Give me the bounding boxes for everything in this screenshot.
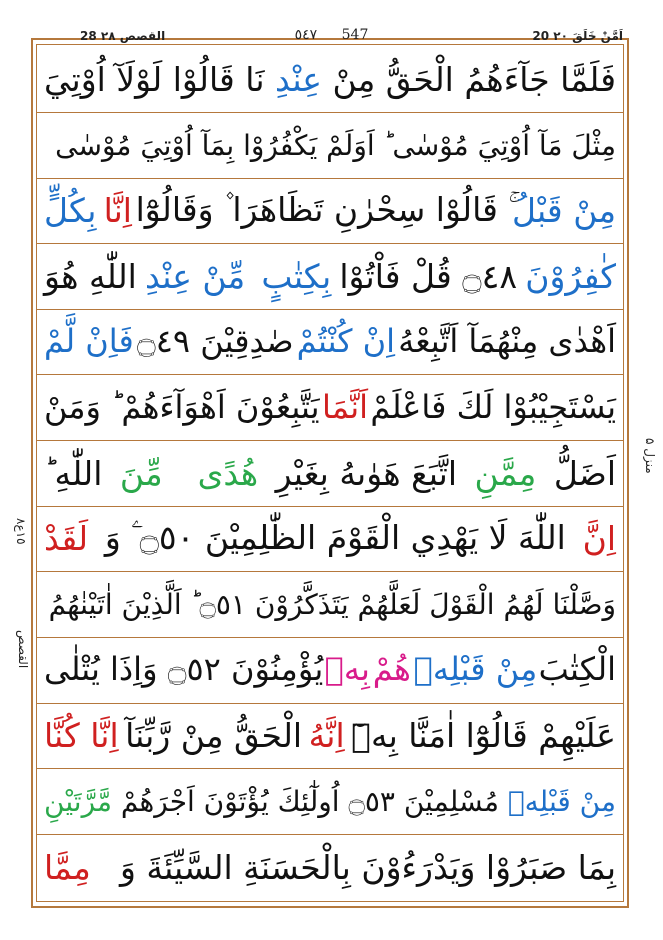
line-divider [37, 309, 623, 310]
line-divider [37, 637, 623, 638]
text-segment: صٰدِقِيْنَ ۝٤٩ [136, 322, 294, 360]
verse-line-6 [44, 378, 616, 436]
text-segment: مِمَّا [44, 847, 91, 887]
text-segment: الْكِتٰبَ [538, 650, 616, 688]
page-number [0, 27, 663, 43]
text-segment: اِنَّهُ [308, 715, 345, 755]
text-segment: فَاِنْ لَّمْ [44, 322, 134, 360]
text-segment: يَسْتَجِيْبُوْا لَكَ فَاعْلَمْ [370, 388, 616, 426]
line-divider [37, 834, 623, 835]
text-segment: عِنْدِ [275, 59, 323, 99]
verse-line-12 [44, 772, 616, 830]
text-segment: يَتَّبِعُوْنَ اَهْوَآءَهُمْ ؕ وَمَنْ [44, 388, 320, 426]
text-segment: لَقَدْ [44, 518, 89, 558]
manzil-marker: منزل ۵ [643, 438, 657, 474]
text-segment: اِنَّا [103, 190, 132, 230]
text-segment: اِنْ كُنْتُمْ [296, 322, 396, 360]
line-divider [37, 768, 623, 769]
line-divider [37, 440, 623, 441]
page-number-latin: 547 [341, 27, 369, 43]
text-segment: اَنَّمَا [321, 388, 369, 426]
line-divider [37, 243, 623, 244]
text-segment: اَضَلُّ [553, 453, 616, 493]
line-divider [37, 506, 623, 507]
text-segment: الْحَقُّ مِنْ رَّبِّنَآ [125, 715, 303, 755]
text-segment: مِّنْ عِنْدِ [144, 256, 246, 296]
page-number-arabic: ٥٤٧ [294, 27, 318, 43]
text-segment: وَصَّلْنَا لَهُمُ الْقَوْلَ لَعَلَّهُمْ يَتَذَكَّرُوْنَ ۝٥١ ؕ اَلَّذِيْنَ اٰتَيْنٰهُمُ [48, 587, 616, 621]
text-segment: مِنْ قَبْلُ [511, 190, 616, 230]
verse-line-13 [44, 838, 616, 896]
ruku-marker: ١٥ع٨ [14, 518, 28, 545]
verse-line-3 [44, 181, 616, 239]
text-segment: مِّنَ [119, 453, 163, 493]
text-segment: مِثْلَ مَآ اُوْتِيَ مُوْسٰى ؕ اَوَلَمْ يَكْفُرُوْا بِمَآ اُوْتِيَ مُوْسٰى [55, 128, 616, 162]
line-divider [37, 374, 623, 375]
line-divider [37, 112, 623, 113]
text-segment: بِمَا صَبَرُوْا وَيَدْرَءُوْنَ بِالْحَسَنَةِ السَّيِّئَةَ وَ [119, 847, 616, 887]
text-segment: فَلَمَّا جَآءَهُمُ الْحَقُّ مِنْ [332, 59, 616, 99]
text-segment: اللّٰهَ لَا يَهْدِي الْقَوْمَ الظّٰلِمِيْنَ ۝٥٠ ۧ وَ [104, 518, 566, 557]
text-segment: مِنْ قَبْلِهٖ [507, 784, 616, 818]
text-segment: عَلَيْهِمْ قَالُوْٓا اٰمَنَّا بِهٖٓ [351, 715, 616, 755]
verse-line-2 [44, 116, 616, 174]
text-segment: نَا قَالُوْا لَوْلَآ اُوْتِيَ [44, 59, 265, 99]
juz-label: 20 اَمَّنْ خَلَقَ ٢٠ [532, 29, 623, 43]
surah-margin-label: القصص [16, 630, 30, 669]
text-segment: اللّٰهِ هُوَ [44, 256, 137, 296]
verse-line-9 [44, 575, 616, 633]
verse-line-7 [44, 444, 616, 502]
verse-line-4 [44, 247, 616, 305]
text-segment: مُسْلِمِيْنَ ۝٥٣ اُولٰٓئِكَ يُؤْتَوْنَ اَجْرَهُمْ [120, 784, 500, 818]
text-segment: اِنَّا كُنَّا [44, 715, 119, 755]
text-segment: بِكُلٍّ [44, 190, 97, 230]
text-segment: هُدًى [197, 453, 259, 493]
text-segment: مَّرَّتَيْنِ [44, 784, 113, 818]
surah-label: 28 القصص ٢٨ [80, 29, 166, 43]
line-divider [37, 178, 623, 179]
line-divider [37, 571, 623, 572]
text-segment: ۚ قَالُوْا سِحْرٰنِ تَظَاهَرَا ۫ وَقَالُوْٓا [135, 190, 509, 229]
text-segment: اتَّبَعَ هَوٰىهُ بِغَيْرِ [275, 453, 458, 493]
text-segment: كٰفِرُوْنَ [525, 256, 616, 296]
verse-line-5 [44, 312, 616, 370]
text-segment: يُؤْمِنُوْنَ ۝٥٢ وَاِذَا يُتْلٰى [44, 650, 324, 688]
line-divider [37, 703, 623, 704]
verse-line-10 [44, 640, 616, 698]
text-segment: مِمَّنِ [474, 453, 537, 493]
text-segment: اللّٰهِ ؕ [44, 453, 103, 493]
text-segment: هُمْ [372, 650, 411, 688]
text-segment: بِكِتٰبٍ [261, 256, 332, 296]
verse-line-11 [44, 706, 616, 764]
verse-line-8 [44, 509, 616, 567]
text-segment: ۝٤٨ قُلْ فَاْتُوْا [339, 256, 518, 296]
text-segment: اِنَّ [582, 518, 616, 558]
text-segment: مِنْ قَبْلِهٖ [413, 650, 538, 688]
text-segment: اَهْدٰى مِنْهُمَآ اَتَّبِعْهُ [398, 322, 616, 360]
verse-line-1 [44, 50, 616, 108]
text-segment: بِهٖ [324, 650, 370, 688]
